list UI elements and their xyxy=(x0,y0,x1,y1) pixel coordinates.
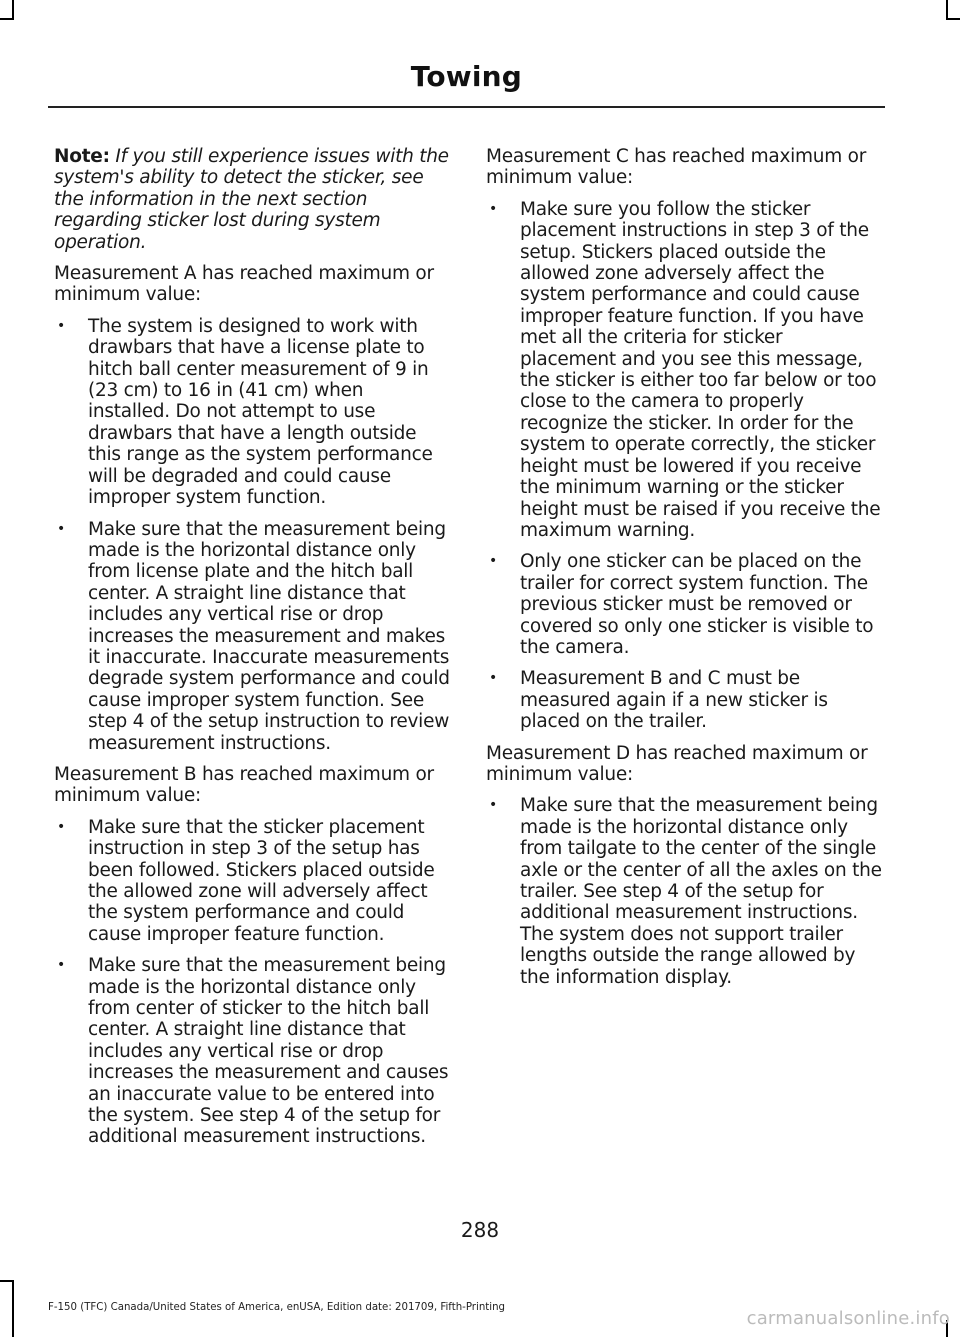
section-heading-measurement-a: Measurement A has reached maximum or minimum value: xyxy=(54,263,434,306)
page-number: 288 xyxy=(460,1218,500,1242)
crop-mark-bottom-left xyxy=(12,1280,14,1337)
left-column xyxy=(54,146,450,1158)
section-heading-measurement-b: Measurement B has reached maximum or minimum value: xyxy=(54,763,434,807)
list-item: • Only one sticker can be placed on the trailer for correct system function. The previous sticker must be removed or covered so only one sticker is visible to the camera. xyxy=(486,551,882,658)
section-heading-measurement-d: Measurement D has reached maximum or minimum value: xyxy=(486,742,868,785)
list-item: • Measurement B and C must be measured again if a new sticker is placed on the trailer. xyxy=(486,668,882,732)
bullet-list-measurement-c xyxy=(486,199,882,733)
header-rule xyxy=(48,106,885,108)
note-label: Note: xyxy=(54,146,110,167)
note-paragraph xyxy=(54,146,450,253)
crop-mark-top-right-h xyxy=(946,18,960,20)
crop-mark-bottom-left-h xyxy=(0,1280,14,1282)
crop-mark-top-right xyxy=(946,0,948,20)
list-item: • Make sure that the sticker placement instruction in step 3 of the setup has been followed. Stickers placed outside the allowed zone will adversely affect the system performance and could cause improper feature function. xyxy=(54,817,450,945)
crop-mark-top-left xyxy=(12,0,14,20)
footer-edition-info: F-150 (TFC) Canada/United States of America, enUSA, Edition date: 201709, Fifth-Printing xyxy=(48,1302,506,1313)
page-title: Towing xyxy=(410,60,522,93)
list-item: • The system is designed to work with drawbars that have a license plate to hitch ball center measurement of 9 in (23 cm) to 16 in (41 cm) when installed. Do not attempt to use drawbars that have a length outside this range as the system performance will be degraded and could cause improper system function. xyxy=(54,316,450,509)
bullet-list-measurement-d xyxy=(486,795,882,988)
crop-mark-top-left-h xyxy=(0,18,14,20)
right-column xyxy=(486,146,882,998)
list-item: • Make sure that the measurement being made is the horizontal distance only from center of sticker to the hitch ball center. A straight line distance that includes any vertical rise or drop increases the measurement and causes an inaccurate value to be entered into the system. See step 4 of the setup for additional measurement instructions. xyxy=(54,955,450,1148)
list-item: • Make sure that the measurement being made is the horizontal distance only from license plate and the hitch ball center. A straight line distance that includes any vertical rise or drop increases the measurement and makes it inaccurate. Inaccurate measurements degrade system performance and could cause improper system function. See step 4 of the setup instruction to review measurement instructions. xyxy=(54,519,450,754)
watermark: carmanualsonline.info xyxy=(746,1308,950,1329)
section-heading-measurement-c: Measurement C has reached maximum or minimum value: xyxy=(486,146,867,189)
list-item: • Make sure that the measurement being made is the horizontal distance only from tailgate to the center of the single axle or the center of all the axles on the trailer. See step 4 of the setup for additional measurement instructions. The system does not support trailer lengths outside the range allowed by the information display. xyxy=(486,795,882,988)
bullet-list-measurement-b xyxy=(54,817,450,1148)
note-text: If you still experience issues with the system's ability to detect the sticker, see the information in the next section regarding sticker lost during system operation. xyxy=(54,146,449,253)
bullet-list-measurement-a xyxy=(54,316,450,754)
list-item: • Make sure you follow the sticker placement instructions in step 3 of the setup. Stickers placed outside the allowed zone adversely affect the system performance and could cause improper feature function. If you have met all the criteria for sticker placement and you see this message, the sticker is either too far below or too close to the camera to properly recognize the sticker. In order for the system to operate correctly, the sticker height must be lowered if you receive the minimum warning or the sticker height must be raised if you receive the maximum warning. xyxy=(486,199,882,542)
